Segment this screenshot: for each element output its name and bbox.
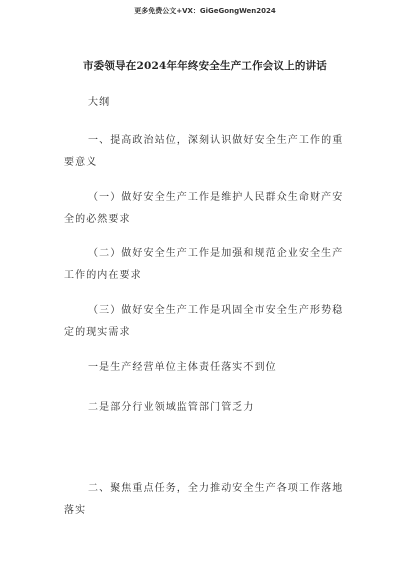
subsection-2: （二）做好安全生产工作是加强和规范企业安全生产工作的内在要求 bbox=[64, 248, 344, 281]
list-item-2: 二是部分行业领域监管部门管乏力 bbox=[88, 402, 255, 413]
subsection-1: （一）做好安全生产工作是维护人民群众生命财产安全的必然要求 bbox=[64, 192, 344, 225]
section-heading-2: 二、聚焦重点任务，全力推动安全生产各项工作落地落实 bbox=[64, 483, 344, 516]
section-heading-1: 一、提高政治站位，深刻认识做好安全生产工作的重要意义 bbox=[64, 135, 344, 168]
subsection-3: （三）做好安全生产工作是巩固全市安全生产形势稳定的现实需求 bbox=[64, 305, 344, 338]
header-note: 更多免费公文+VX：GiGeGongWen2024 bbox=[134, 7, 276, 15]
outline-label: 大纲 bbox=[88, 97, 111, 108]
list-item-1: 一是生产经营单位主体责任落实不到位 bbox=[88, 362, 277, 373]
document-title: 市委领导在2024年年终安全生产工作会议上的讲话 bbox=[82, 60, 328, 72]
